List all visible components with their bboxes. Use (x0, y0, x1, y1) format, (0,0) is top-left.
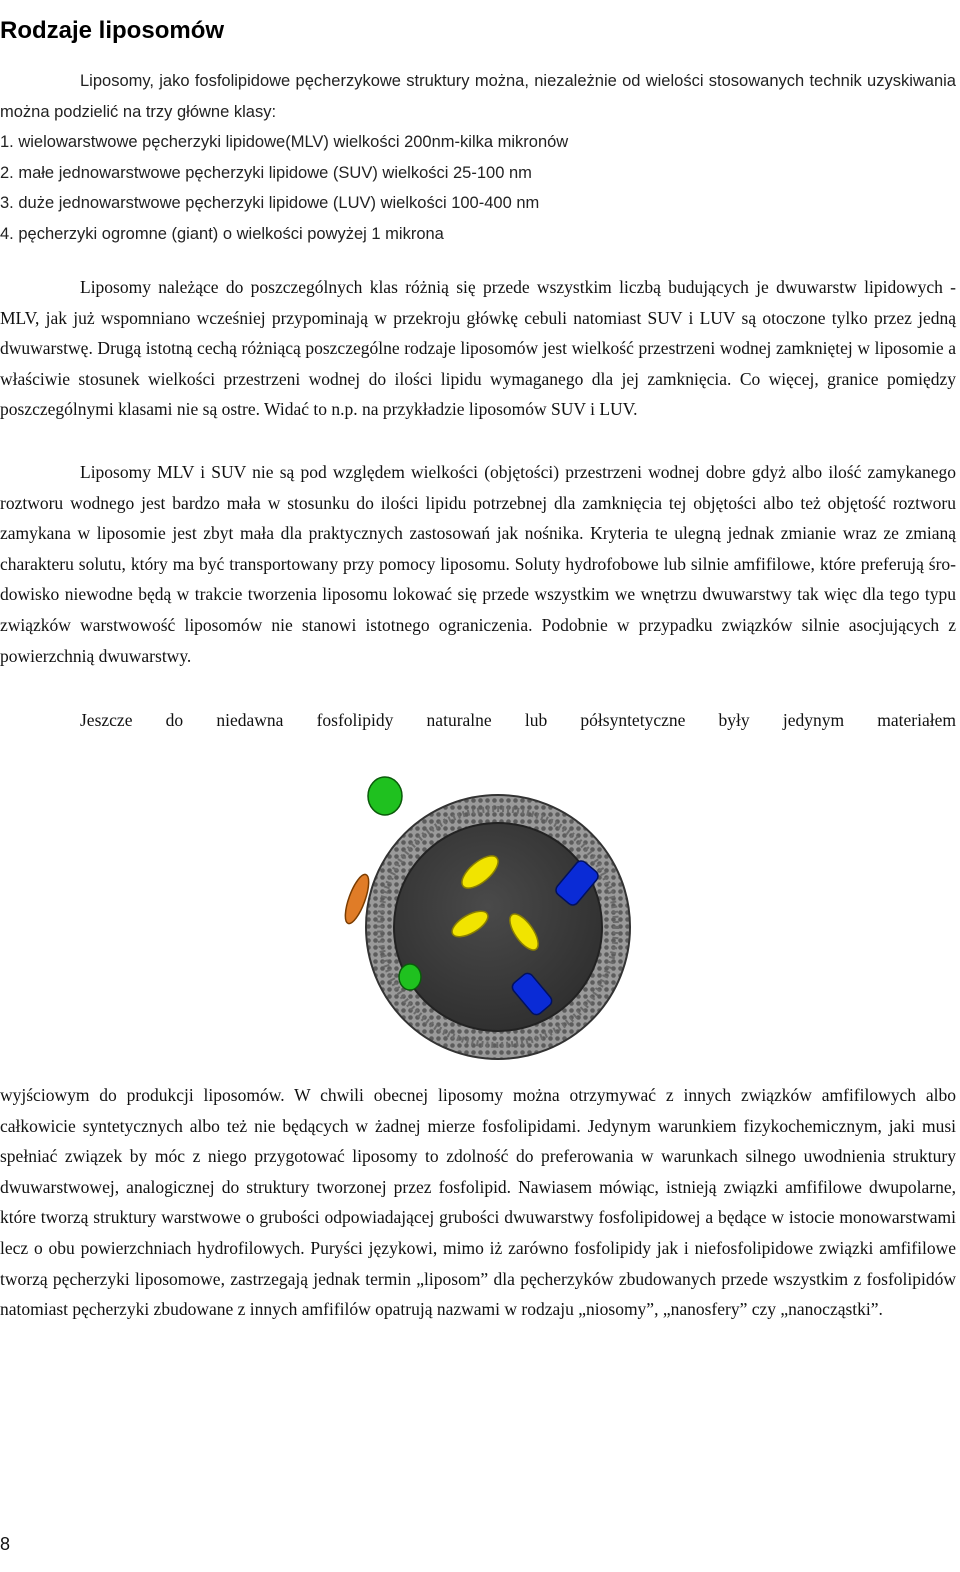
list-item: 2. małe jednowarstwowe pęcherzyki lipidowe (SUV) wielkości 25-100 nm (0, 163, 532, 182)
liposome-illustration (330, 762, 650, 1082)
paragraph-materials-start: Jeszcze do niedawna fosfolipidy naturalne lub półsyntetyczne były jedynym materiałem (80, 710, 956, 730)
aqueous-core (394, 823, 602, 1031)
page-number: 8 (0, 1534, 11, 1554)
page-title: Rodzaje liposomów (0, 17, 225, 45)
intro-block (0, 66, 956, 250)
list-item: 1. wielowarstwowe pęcherzyki lipidowe(MLV) wielkości 200nm-kilka mikronów (0, 133, 569, 152)
paragraph-classes-differences: Liposomy należące do poszczególnych klas różnią się przede wszystkim liczbą budujących je dwuwarstw lipidowych - MLV, jak już wspomniano wcześniej przypominają w przekroju główkę cebuli natomiast SUV i LUV są otoczone tylko przez jedną dwuwarstwę. Drugą istotną cechą różniącą poszczególne rodzaje liposomów jest wielkość przestrzeni wodnej zamkniętej w liposomie a właściwie stosunek wielkości przestrzeni wodnej do ilości lipidu wymaganego dla jej zamknięcia. Co więcej, granice pomiędzy poszczególnymi klasami nie są ostre. Widać to n.p. na przykładzie liposomów SUV i LUV. (0, 277, 956, 420)
paragraph-materials-continued: wyjściowym do produkcji liposomów. W chwili obecnej liposomy można otrzymywać z innych związków amfifilowych albo całkowicie syntetycznych albo też nie będących w żadnej mierze fosfolipidami. Jedynym warunkiem fizykochemicznym, jaki musi spełniać związek by móc z niego przygotować liposomy to zdolność do preferowania w warunkach silnego uwodnienia struktury dwuwarstwowej, analogicznej do struktury tworzonej przez fosfolipid. Nawiasem mówiąc, istnieją związki amfifilowe dwupolarne, które tworzą struktury warstwowe o grubości odpowiadającej grubości dwuwarstwy fosfolipidowej a będące w istocie monowarstwami lecz o obu powierzchniach hydrofilowych. Puryści językowi, mimo iż zarówno fosfolipidy jak i niefosfolipidowe związki amfifilowe tworzą pęcherzyki liposomowe, zastrzegają jednak termin „liposom” dla pęcherzyków zbudowanych przede wszystkim z fosfolipidów natomiast pęcherzyki zbudowane z innych amfifilów opatrują nazwami w rodzaju „niosomy”, „nanosfery” czy „nanocząstki”. (0, 1085, 956, 1320)
intro-paragraph: Liposomy, jako fosfolipidowe pęcherzykowe struktury można, niezależnie od wielości stosowanych technik uzyskiwania można podzielić na trzy główne klasy: (0, 72, 956, 121)
green-molecule (368, 777, 402, 815)
paragraph-mlv-suv: Liposomy MLV i SUV nie są pod względem wielkości (objętości) przestrzeni wodnej dobre gdyż albo ilość zamykanego roztworu wodnego jest bardzo mała w stosunku do ilości lipidu potrzebnej dla zamknięcia tej objętości albo też objętość roztworu zamykana w liposomie jest zbyt mała dla praktycznych zastosowań jak nośnika. Kryteria te ulegną jednak zmianie wraz ze zmianą charakteru solutu, który ma być transportowany przy pomocy liposomu. Soluty hydrofobowe lub silnie amfifilowe, które preferują śro-dowisko niewodne będą w trakcie tworzenia liposomu lokować się przede wszystkim we wnętrzu dwuwarstwy tak więc dla tego typu związków warstwowość liposomów nie stanowi istotnego ograniczenia. Podobnie w przypadku związków silnie asocjujących z powierzchnią dwuwarstwy. (0, 462, 956, 666)
green-molecule (399, 964, 421, 990)
liposome-class-list (0, 127, 956, 249)
list-item: 3. duże jednowarstwowe pęcherzyki lipidowe (LUV) wielkości 100-400 nm (0, 194, 540, 213)
list-item: 4. pęcherzyki ogromne (giant) o wielkości powyżej 1 mikrona (0, 224, 444, 243)
